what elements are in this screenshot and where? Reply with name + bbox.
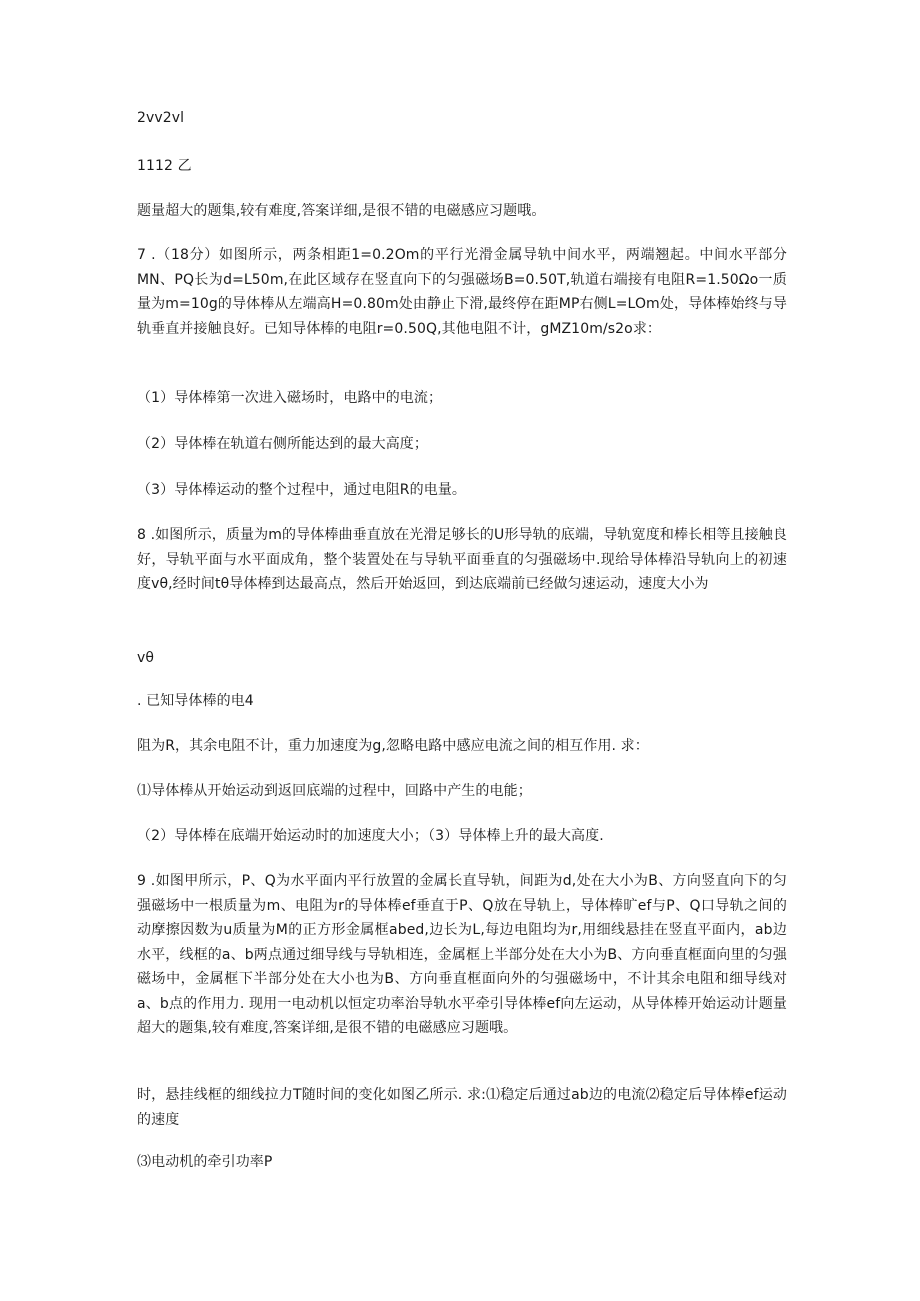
question-8-line-b: . 已知导体棒的电4 — [137, 693, 254, 709]
question-8-line-c: 阻为R，其余电阻不计，重力加速度为g,忽略电路中感应电流之间的相互作用. 求： — [137, 738, 649, 754]
document-page — [137, 0, 787, 1301]
question-8-part-1: ⑴导体棒从开始运动到返回底端的过程中，回路中产生的电能； — [137, 783, 532, 799]
question-9-line-b: 时，悬挂线框的细线拉力T随时间的变化如图乙所示. 求:⑴稳定后通过ab边的电流⑵稳定后导体棒ef运动的速度 — [137, 1087, 787, 1128]
question-7: 7 .（18分）如图所示，两条相距1=0.2Om的平行光滑金属导轨中间水平，两端翘起。中间水平部分MN、PQ长为d=L50m,在此区域存在竖直向下的匀强磁场B=0.50T,轨道右端接有电阻R=1.50Ωo一质量为m=10g的导体棒从左端高H=0.80m处由静止下滑,最终停在距MP右侧L=LOm处，导体棒始终与导轨垂直并接触良好。已知导体棒的电阻r=0.50Q,其他电阻不计，gMZ10m∕s2o求： — [137, 247, 787, 337]
question-8: 8 .如图所示，质量为m的导体棒曲垂直放在光滑足够长的U形导轨的底端，导轨宽度和棒长相等且接触良好，导轨平面与水平面成角，整个装置处在与导轨平面垂直的匀强磁场中.现给导体棒沿导轨向上的初速度vθ,经时间tθ导体棒到达最高点，然后开始返回，到达底端前已经做匀速运动，速度大小为 — [137, 527, 787, 592]
question-9: 9 .如图甲所示，P、Q为水平面内平行放置的金属长直导轨，间距为d,处在大小为B、方向竖直向下的匀强磁场中一根质量为m、电阻为r的导体棒ef垂直于P、Q放在导轨上，导体棒旷ef与P、Q口导轨之间的动摩擦因数为u质量为M的正方形金属框abed,边长为L,每边电阻均为r,用细线悬挂在竖直平面内，ab边水平，线框的a、b两点通过细导线与导轨相连，金属框上半部分处在大小为B、方向垂直框面向里的匀强磁场中，金属框下半部分处在大小也为B、方向垂直框面向外的匀强磁场中，不计其余电阻和细导线对a、b点的作用力. 现用一电动机以恒定功率治导轨水平牵引导体棒ef向左运动，从导体棒开始运动计题量超大的题集,较有难度,答案详细,是很不错的电磁感应习题哦。 — [137, 873, 787, 1036]
question-8-part-2-3: （2）导体棒在底端开始运动时的加速度大小；（3）导体棒上升的最大高度. — [137, 828, 604, 844]
question-7-part-1: （1）导体棒第一次进入磁场时，电路中的电流； — [137, 390, 443, 406]
text-line-1112: 1112 乙 — [137, 158, 192, 174]
question-9-part-3: ⑶电动机的牵引功率P — [137, 1154, 273, 1170]
intro-paragraph: 题量超大的题集,较有难度,答案详细,是很不错的电磁感应习题哦。 — [137, 203, 546, 219]
question-7-part-3: （3）导体棒运动的整个过程中，通过电阻R的电量。 — [137, 482, 467, 498]
question-8-v0: vθ — [137, 650, 155, 666]
question-7-part-2: （2）导体棒在轨道右侧所能达到的最大高度； — [137, 436, 429, 452]
text-line-2vv2vl: 2vv2vl — [137, 110, 185, 126]
